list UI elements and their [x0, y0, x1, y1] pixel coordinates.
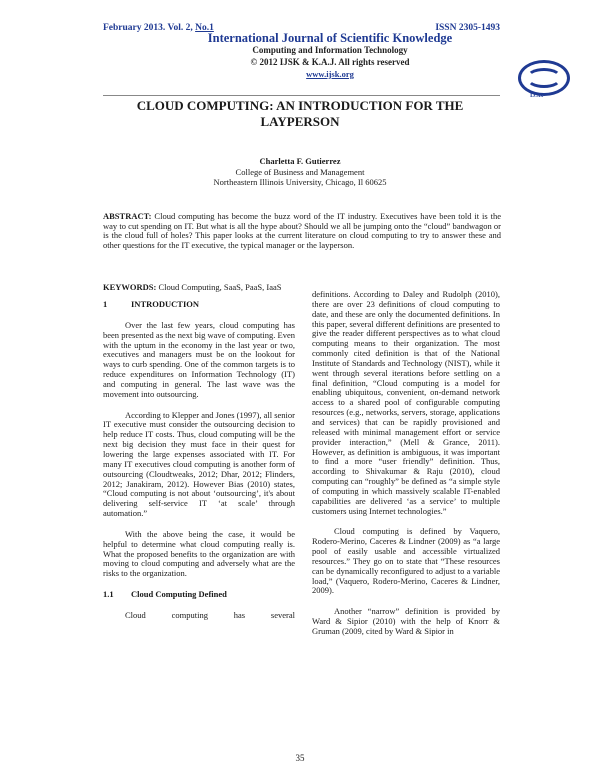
subsection-title: Cloud Computing Defined — [131, 589, 227, 600]
abstract — [103, 212, 501, 250]
journal-url-link[interactable]: www.ijsk.org — [306, 69, 354, 79]
subsection-heading — [103, 590, 295, 600]
journal-copyright: © 2012 IJSK & K.A.J. All rights reserved — [250, 57, 410, 67]
paragraph: Cloud computing is defined by Vaquero, Rodero-Merino, Caceres & Lindner (2009) as “a large pool of easily usable and accessible virtualized resources.” They go on to state that “These resources can be dynamically reconfigured to adjust to a variable load,” (Vaquero, Rodero-Merino, Caceres & Lindner, 2009). — [312, 526, 500, 596]
author-dept: College of Business and Management — [235, 166, 365, 177]
paragraph: With the above being the case, it would be helpful to determine what cloud computing really is. What the proposed benefits to the organization are with moving to cloud computing and adversely what are the risks to the organization. — [103, 528, 295, 579]
right-column — [312, 290, 500, 637]
paragraph: Over the last few years, cloud computing has been presented as the next big wave of computing. Even with the uptum in the economy in the last year or two, executives and managers must be on the lookout for ways to curb spending. One of the common targets is to reduce expenditures on Information Technology (IT) and computing in general. The last wave was the movement into outsourcing. — [103, 319, 295, 399]
journal-subtitle: Computing and Information Technology — [252, 45, 408, 55]
issn: ISSN 2305-1493 — [435, 23, 500, 33]
section-number: 1 — [103, 299, 108, 309]
issue-number-link[interactable]: No.1 — [195, 23, 214, 33]
journal-header — [200, 32, 460, 80]
paragraph: Cloud computing has several — [125, 609, 295, 620]
header-divider — [103, 95, 500, 96]
section-heading — [103, 300, 295, 310]
journal-logo-text: IJSK — [530, 93, 544, 99]
author-affiliation: Northeastern Illinois University, Chicago, Il 60625 — [213, 177, 387, 187]
paragraph: According to Klepper and Jones (1997), all senior IT executive must consider the outsourcing decision to help reduce IT costs. Thus, cloud computing will be the next big decision they must face in their quest for lowering the large expenses associated with IT. For many IT executives cloud computing is another form of outsourcing (Cloudtweaks, 2012; Dhar, 2012; Flinders, 2012; Janakiram, 2012). However Bias (2010) states, “Cloud computing is not about ‘outsourcing’, it's about delivering self-service IT ‘at scale’ through automation.” — [103, 409, 295, 519]
author-name: Charletta F. Gutierrez — [259, 156, 341, 166]
journal-logo-swoosh-icon — [526, 68, 562, 88]
left-column — [103, 300, 295, 621]
issue-text: February 2013. Vol. 2, — [103, 23, 196, 33]
author-block — [150, 156, 450, 188]
keywords — [103, 282, 282, 292]
paragraph: Another “narrow” definition is provided by Ward & Sipior (2010) with the help of Knorr & Gruman (2009, cited by Ward & Sipior in — [312, 606, 500, 636]
subsection-number: 1.1 — [103, 589, 114, 600]
keywords-label: KEYWORDS: — [103, 282, 157, 292]
page-number: 35 — [295, 753, 305, 763]
abstract-text: Cloud computing has become the buzz word of the IT industry. Executives have been told it is the way to cut spending on IT. But what is all the hype about? Should we all be jumping onto the “cloud” bandwagon or is the cloud full of holes? This paper looks at the current literature on cloud computing to try to answer these and other questions for the IT executive, the typical manager or the layperson. — [103, 211, 501, 250]
issue-info — [103, 23, 214, 33]
journal-title: International Journal of Scientific Knowledge — [207, 31, 453, 45]
abstract-label: ABSTRACT: — [103, 211, 152, 221]
paper-title: CLOUD COMPUTING: AN INTRODUCTION FOR THE LAYPERSON — [136, 98, 464, 129]
keywords-text: Cloud Computing, SaaS, PaaS, IaaS — [156, 282, 282, 292]
section-title: INTRODUCTION — [131, 299, 200, 309]
paragraph: definitions. According to Daley and Rudolph (2010), there are over 23 definitions of cloud computing to date, and these are only the documented definitions. In this paper, several different definitions are presented to give the reader different perspectives as to what cloud computing means to their organization. The most commonly cited definition is that of the National Institute of Standards and Technology (NIST), while it went through several iterations before settling on a final definition, “Cloud computing is a model for enabling ubiquitous, convenient, on-demand network access to a shared pool of configurable computing resources (e.g., networks, servers, storage, applications and services) that can be rapidly provisioned and released with minimal management effort or service provider interaction,” (Mell & Grance, 2011). However, as definition is ambiguous, it was important to find a more “user friendly” definition. Thus, according to Shivakumar & Raju (2010), cloud computing can “roughly” be defined as “a simple style of computing in which massively scalable IT-enabled capabilities are delivered ‘as a service’ to multiple customers using Internet technologies.” — [312, 289, 500, 516]
